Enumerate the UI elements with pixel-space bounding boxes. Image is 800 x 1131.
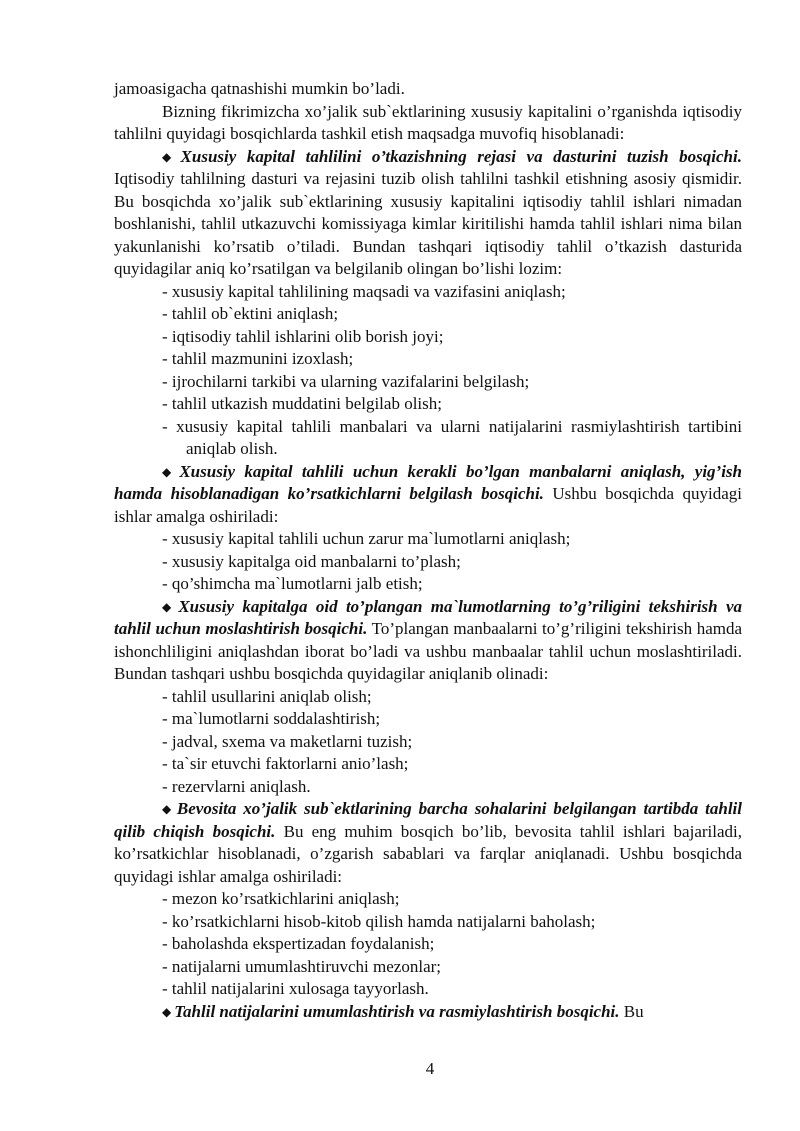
page-number: 4 [425,1059,435,1078]
diamond-bullet-icon: ◆ [162,802,174,816]
stage-list [114,888,742,1001]
stage-heading: Tahlil natijalarini umumlashtirish va rasmiylashtirish bosqichi. [174,1001,620,1021]
stage-list [114,528,742,596]
list-item: - qo’shimcha ma`lumotlarni jalb etish; [162,574,423,593]
list-item: - ijrochilarni tarkibi va ularning vazifalarini belgilash; [162,371,530,391]
stage-text: Ushbu bosqichda quyidagi ishlar amalga oshiriladi: [114,484,742,526]
diamond-bullet-icon: ◆ [162,1004,172,1019]
stage-list [114,281,742,461]
diamond-bullet-icon: ◆ [162,599,176,614]
diamond-bullet-icon: ◆ [162,149,178,164]
list-item: - xususiy kapital tahlilining maqsadi va vazifasini aniqlash; [162,281,566,301]
list-item: - tahlil utkazish muddatini belgilab olish; [162,394,442,413]
list-item: - xususiy kapital tahlili manbalari va ularni natijalarini rasmiylashtirish tartibini aniqlab olish. [162,416,742,458]
list-item: - rezervlarni aniqlash. [162,776,311,796]
intro-paragraph: Bizning fikrimizcha xo’jalik sub`ektlarining xususiy kapitalini o’rganishda iqtisodiy tahlilni quyidagi bosqichlarda tashkil etish maqsadga muvofiq hisoblanadi: [114,101,742,143]
list-item: - baholashda ekspertizadan foydalanish; [162,934,435,953]
list-item: - ko’rsatkichlarni hisob-kitob qilish hamda natijalarni baholash; [162,911,596,931]
stage-heading: Bevosita xo’jalik sub`ektlarining barcha sohalarini belgilangan tartibda tahlil qilib chiqish bosqichi. [114,799,743,841]
list-item: - ma`lumotlarni soddalashtirish; [162,709,381,728]
list-item: - tahlil ob`ektini aniqlash; [162,304,339,323]
page-content [114,78,742,1023]
list-item: - xususiy kapital tahlili uchun zarur ma`lumotlarni aniqlash; [162,529,571,548]
list-item: - iqtisodiy tahlil ishlarini olib borish joyi; [162,326,444,346]
stages-section [114,146,742,1024]
stage-paragraph [114,596,742,686]
stage-heading: Xususiy kapital tahlili uchun kerakli bo’lgan manbalarni aniqlash, yig’ish hamda hisoblanadigan ko’rsatkichlarni belgilash bosqichi. [114,461,743,503]
list-item: - jadval, sxema va maketlarni tuzish; [162,731,413,751]
stage-text: To’plangan manbaalarni to’g’riligini tekshirish hamda ishonchliligini aniqlashdan iborat bo’ladi va ushbu manbaalar tahlil uchun moslashtiriladi. Bundan tashqari ushbu bosqichda quyidagilar aniqlanib olinadi: [114,619,743,683]
list-item: - xususiy kapitalga oid manbalarni to’plash; [162,551,461,571]
list-item: - tahlil usullarini aniqlab olish; [162,686,372,706]
stage-heading: Xususiy kapitalga oid to’plangan ma`lumotlarning to’g’riligini tekshirish va tahlil uchun moslashtirish bosqichi. [114,596,742,638]
stage-text: Iqtisodiy tahlilning dasturi va rejasini tuzib olish tahlilni tashkil etishning asosiy qismidir. Bu bosqichda xo’jalik sub`ektlarining xususiy kapitalini iqtisodiy tahlil ishlari nimadan boshlanishi, tahlil utkazuvchi komissiyaga kimlar kiritilishi hamda tahlil ishlari nima bilan yakunlanishi ko’rsatib o’tiladi. Bundan tashqari iqtisodiy tahlil o’tkazish dasturida quyidagilar aniq ko’rsatilgan va belgilanib olingan bo’lishi lozim: [114,169,742,278]
list-item: - mezon ko’rsatkichlarini aniqlash; [162,889,400,908]
intro-continuation: jamoasigacha qatnashishi mumkin bo’ladi. [114,79,405,98]
stage-heading: Xususiy kapital tahlilini o’tkazishning rejasi va dasturini tuzish bosqichi. [180,146,742,166]
stage-text: Bu eng muhim bosqich bo’lib, bevosita tahlil ishlari bajariladi, ko’rsatkichlar hisoblanadi, o’zgarish sabablari va farqlar aniqlanadi. Ushbu bosqichda quyidagi ishlar amalga oshiriladi: [114,821,743,886]
stage-text: Bu [619,1001,644,1021]
diamond-bullet-icon: ◆ [162,464,177,479]
stage-paragraph [114,798,742,888]
list-item: - tahlil natijalarini xulosaga tayyorlash. [162,979,429,998]
stage-paragraph [114,1001,742,1024]
stage-list [114,686,742,799]
list-item: - natijalarni umumlashtiruvchi mezonlar; [162,956,441,976]
stage-paragraph [114,461,742,529]
stage-paragraph [114,146,742,281]
list-item: - ta`sir etuvchi faktorlarni anio’lash; [162,754,409,773]
list-item: - tahlil mazmunini izoxlash; [162,349,354,368]
